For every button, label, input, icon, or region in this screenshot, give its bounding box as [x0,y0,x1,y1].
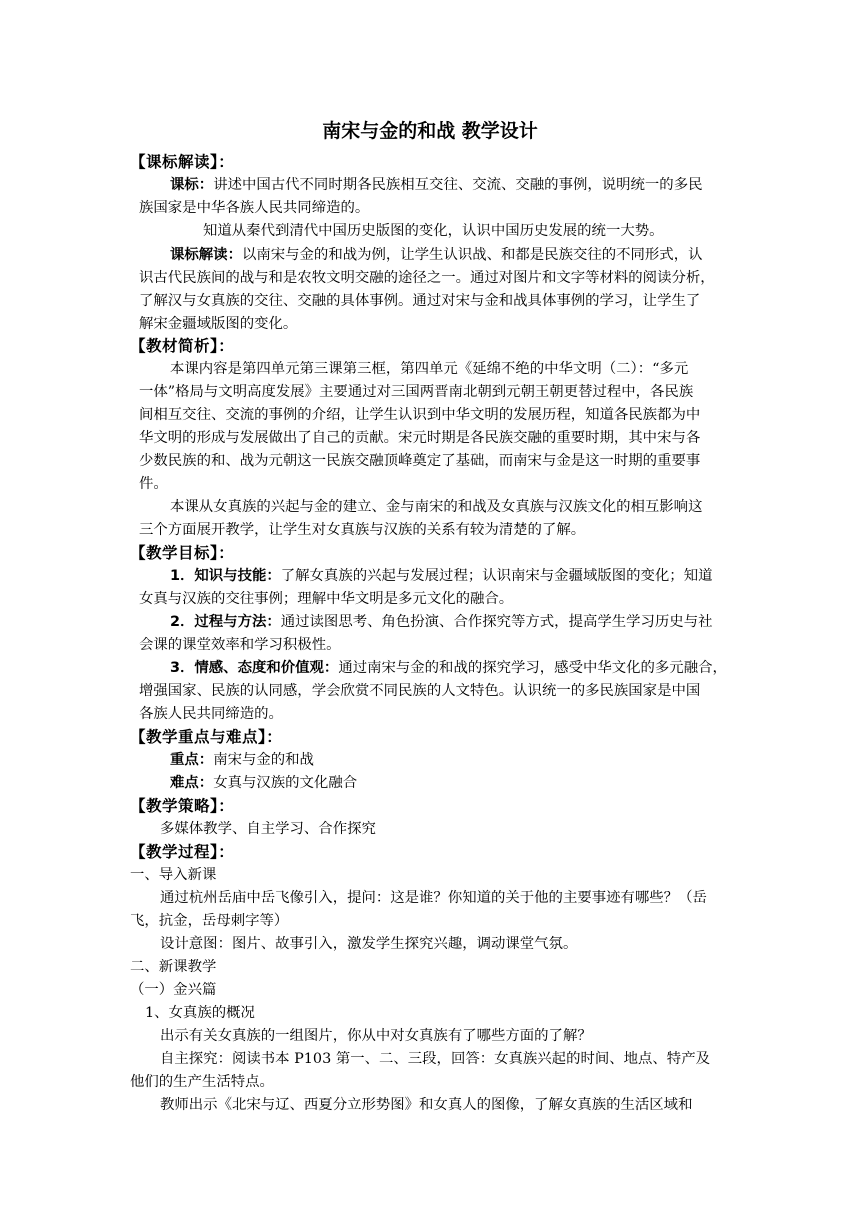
paragraph-line [170,565,712,587]
paragraph-line: 解宋金疆域版图的变化。 [139,316,298,332]
paragraph-line: 各族人民共同缔造的。 [139,706,283,722]
paragraph-line: 设计意图：图片、故事引入，激发学生探究兴趣，调动课堂气氛。 [160,936,578,952]
paragraph-line: 增强国家、民族的认同感，学会欣赏不同民族的人文特色。认识统一的多民族国家是中国 [139,683,701,699]
paragraph-line: 通过杭州岳庙中岳飞像引入，提问：这是谁？你知道的关于他的主要事迹有哪些？（岳 [160,890,707,906]
paragraph-line: 会课的课堂效率和学习积极性。 [139,637,341,653]
paragraph-line: 件。 [139,476,168,492]
paragraph-line: 自主探究：阅读书本 P103 第一、二、三段，回答：女真族兴起的时间、地点、特产及 [160,1051,710,1067]
line-text: 通过读图思考、角色扮演、合作探究等方式，提高学生学习历史与社 [280,614,713,630]
section-heading-strategy: 【教学策略】： [130,797,235,815]
section-heading-process: 【教学过程】： [130,843,235,861]
inline-label: 难点： [170,775,214,791]
section-heading-curriculum: 【课标解读】： [130,153,235,171]
line-text: 讲述中国古代不同时期各民族相互交往、交流、交融的事例，说明统一的多民 [213,177,703,193]
inline-label: 课标解读： [170,247,242,263]
paragraph-line: 教师出示《北宋与辽、西夏分立形势图》和女真人的图像，了解女真族的生活区域和 [160,1097,693,1113]
section-heading-textbook: 【教材简析】： [130,337,235,355]
section-heading-keypoints: 【教学重点与难点】： [130,728,283,746]
paragraph-line: 三个方面展开教学，让学生对女真族与汉族的关系有较为清楚的了解。 [139,522,586,538]
paragraph-line: 1、女真族的概况 [145,1005,255,1021]
section-heading-objectives: 【教学目标】： [130,544,235,562]
inline-label: 1．知识与技能： [170,568,281,584]
paragraph-line [170,772,357,794]
line-text: 通过南宋与金的和战的探究学习，感受中华文化的多元融合， [338,660,727,676]
paragraph-line: 多媒体教学、自主学习、合作探究 [160,821,376,837]
inline-label: 重点： [170,752,214,768]
paragraph-line [170,749,314,771]
paragraph-line: （一）金兴篇 [130,982,217,998]
paragraph-line: 少数民族的和、战为元朝这一民族交融顶峰奠定了基础，而南宋与金是这一时期的重要事 [139,453,701,469]
paragraph-line: 知道从秦代到清代中国历史版图的变化，认识中国历史发展的统一大势。 [203,223,664,239]
paragraph-line: 他们的生产生活特点。 [130,1074,274,1090]
inline-label: 2．过程与方法： [170,614,281,630]
inline-label: 课标： [170,177,214,193]
paragraph-line: 识古代民族间的战与和是农牧文明交融的途径之一。通过对图片和文字等材料的阅读分析， [139,270,715,286]
paragraph-line: 一、导入新课 [130,867,217,883]
line-text: 女真与汉族的文化融合 [213,775,358,791]
paragraph-line: 飞，抗金，岳母刺字等） [130,913,289,929]
line-text: 了解女真族的兴起与发展过程；认识南宋与金疆域版图的变化；知道 [280,568,713,584]
paragraph-line: 本课从女真族的兴起与金的建立、金与南宋的和战及女真族与汉族文化的相互影响这 [170,499,703,515]
paragraph-line: 一体”格局与文明高度发展》主要通过对三国两晋南北朝到元朝王朝更替过程中，各民族 [139,384,694,400]
inline-label: 3．情感、态度和价值观： [170,660,339,676]
paragraph-line [170,174,702,196]
paragraph-line: 女真与汉族的交往事例；理解中华文明是多元文化的融合。 [139,591,514,607]
paragraph-line [170,657,727,679]
paragraph-line: 华文明的形成与发展做出了自己的贡献。宋元时期是各民族交融的重要时期，其中宋与各 [139,430,701,446]
paragraph-line: 本课内容是第四单元第三课第三框，第四单元《延绵不绝的中华文明（二）：“多元 [170,361,689,377]
paragraph-line: 族国家是中华各族人民共同缔造的。 [139,200,370,216]
paragraph-line [170,244,702,266]
paragraph-line: 间相互交往、交流的事例的介绍，让学生认识到中华文明的发展历程，知道各民族都为中 [139,407,701,423]
paragraph-line: 出示有关女真族的一组图片，你从中对女真族有了哪些方面的了解？ [160,1028,592,1044]
paragraph-line: 二、新课教学 [130,959,217,975]
document-title: 南宋与金的和战 教学设计 [322,120,538,142]
line-text: 南宋与金的和战 [213,752,314,768]
paragraph-line [170,611,712,633]
line-text: 以南宋与金的和战为例，让学生认识战、和都是民族交往的不同形式，认 [241,247,703,263]
paragraph-line: 了解汉与女真族的交往、交融的具体事例。通过对宋与金和战具体事例的学习，让学生了 [139,293,701,309]
